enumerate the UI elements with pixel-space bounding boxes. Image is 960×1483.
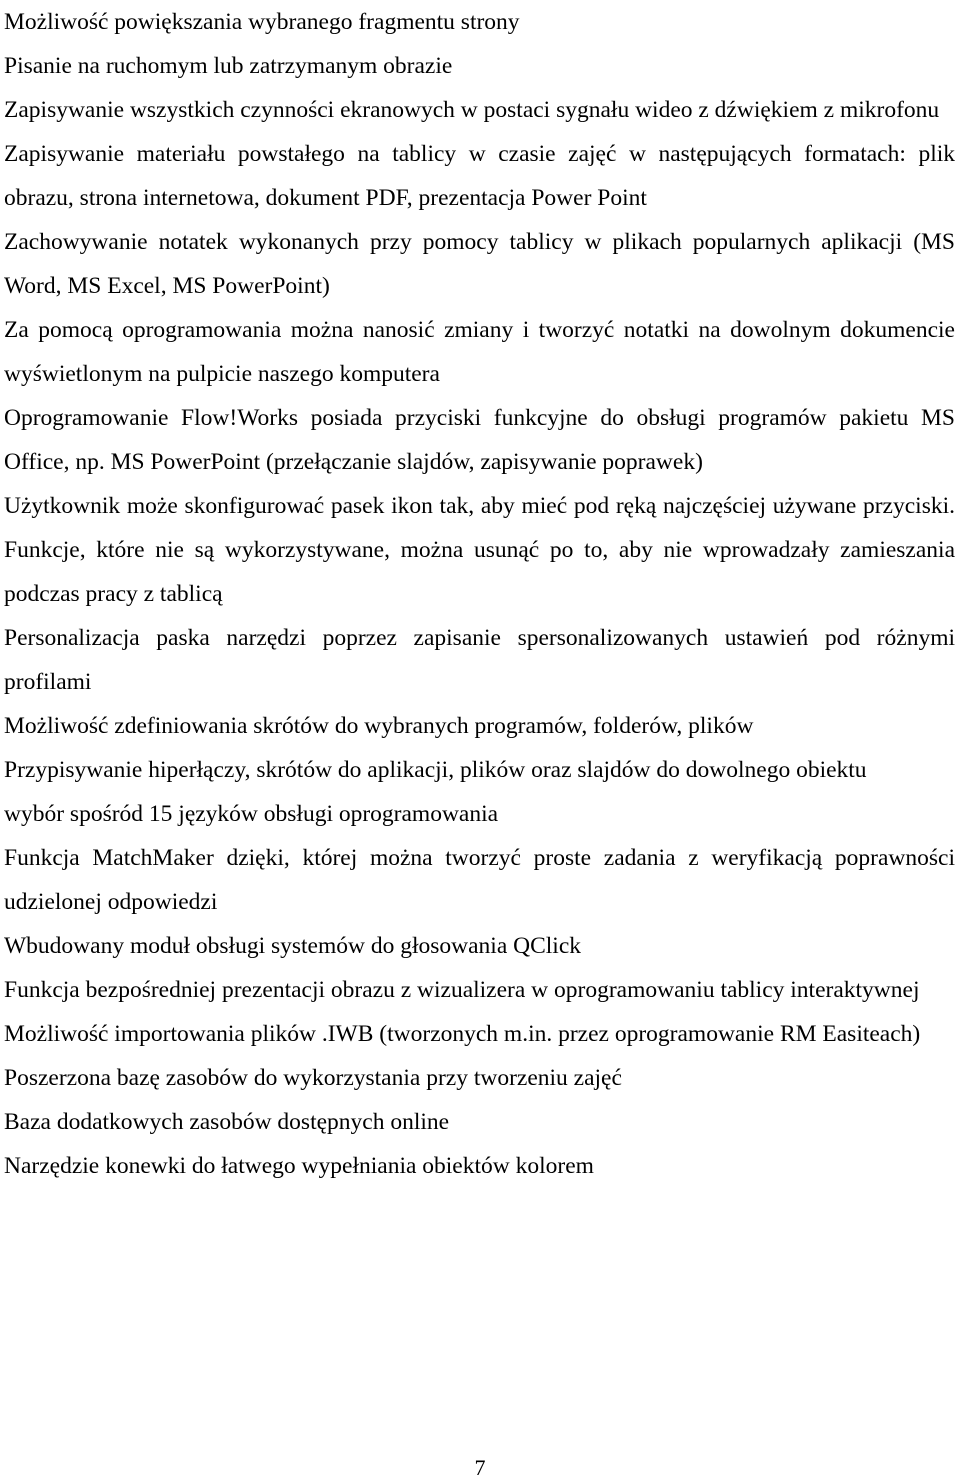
- paragraph: Wbudowany moduł obsługi systemów do głosowania QClick: [4, 933, 582, 959]
- paragraph: Możliwość zdefiniowania skrótów do wybranych programów, folderów, plików: [4, 713, 754, 739]
- paragraph: Personalizacja paska narzędzi poprzez zapisanie spersonalizowanych ustawień pod różnymi profilami: [4, 625, 955, 695]
- paragraph: Możliwość importowania plików .IWB (tworzonych m.in. przez oprogramowanie RM Easiteach): [4, 1021, 921, 1047]
- paragraph: Zapisywanie materiału powstałego na tablicy w czasie zajęć w następujących formatach: plik obrazu, strona internetowa, dokument PDF, prezentacja Power Point: [4, 141, 955, 211]
- paragraph: Zachowywanie notatek wykonanych przy pomocy tablicy w plikach popularnych aplikacji (MS Word, MS Excel, MS PowerPoint): [4, 229, 955, 299]
- page-number: 7: [474, 1455, 486, 1480]
- document-body: [4, 0, 955, 1188]
- paragraph: Poszerzona bazę zasobów do wykorzystania przy tworzeniu zajęć: [4, 1065, 622, 1091]
- paragraph: Narzędzie konewki do łatwego wypełniania obiektów kolorem: [4, 1153, 594, 1179]
- paragraph: Zapisywanie wszystkich czynności ekranowych w postaci sygnału wideo z dźwiękiem z mikrofonu: [4, 97, 940, 123]
- paragraph: Baza dodatkowych zasobów dostępnych online: [4, 1109, 450, 1135]
- paragraph: Funkcja MatchMaker dzięki, której można tworzyć proste zadania z weryfikacją poprawności udzielonej odpowiedzi: [4, 845, 955, 915]
- paragraph: Pisanie na ruchomym lub zatrzymanym obrazie: [4, 53, 453, 79]
- paragraph: Za pomocą oprogramowania można nanosić zmiany i tworzyć notatki na dowolnym dokumencie wyświetlonym na pulpicie naszego komputera: [4, 317, 955, 387]
- paragraph: Oprogramowanie Flow!Works posiada przyciski funkcyjne do obsługi programów pakietu MS Office, np. MS PowerPoint (przełączanie slajdów, zapisywanie poprawek): [4, 405, 955, 475]
- paragraph: Użytkownik może skonfigurować pasek ikon tak, aby mieć pod ręką najczęściej używane przyciski. Funkcje, które nie są wykorzystywane, można usunąć po to, aby nie wprowadzały zamieszania podczas pracy z tablicą: [4, 493, 955, 607]
- paragraph: Możliwość powiększania wybranego fragmentu strony: [4, 9, 520, 35]
- paragraph: Przypisywanie hiperłączy, skrótów do aplikacji, plików oraz slajdów do dowolnego obiektu: [4, 757, 867, 783]
- paragraph: Funkcja bezpośredniej prezentacji obrazu z wizualizera w oprogramowaniu tablicy interaktywnej: [4, 977, 920, 1003]
- paragraph: wybór spośród 15 języków obsługi oprogramowania: [4, 801, 499, 827]
